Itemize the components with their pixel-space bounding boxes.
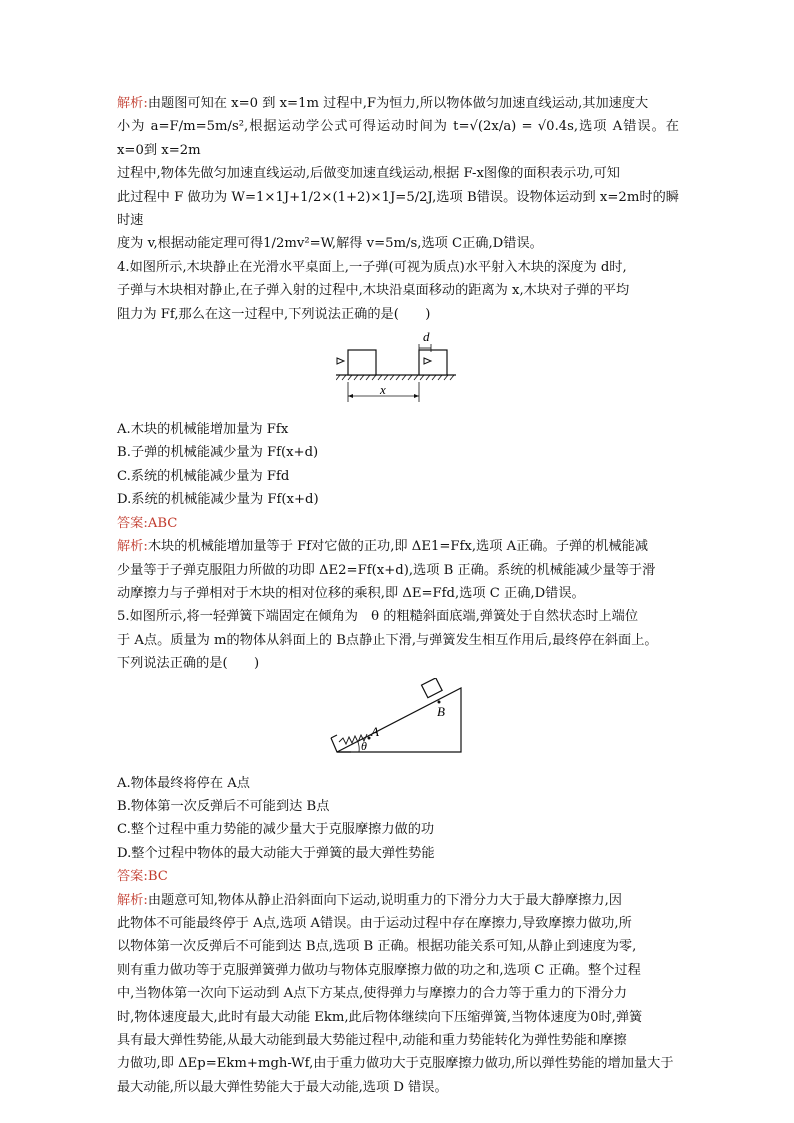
q5-analysis-line-0: 解析:由题意可知,物体从静止沿斜面向下运动,说明重力的下滑分力大于最大静摩擦力,因 — [117, 892, 622, 908]
q5-analysis-line-4: 中,当物体第一次向下运动到 A点下方某点,使得弹力与摩擦力的合力等于重力的下滑分力 — [117, 986, 628, 1002]
incline-spring-diagram — [327, 678, 467, 764]
prev-analysis-line-3: 此过程中 F 做功为 W=1×1J+1/2×(1+2)×1J=5/2J,选项 B错误。设物体运动到 x=2m时的瞬时速 — [117, 189, 679, 229]
document-body — [117, 92, 679, 1099]
analysis-label: 解析: — [117, 539, 148, 555]
analysis-label: 解析: — [117, 892, 148, 908]
prev-analysis-line-1: 小为 a=F/m=5m/s²,根据运动学公式可得运动时间为 t=√(2x/a) = √0.4s,选项 A错误。在 x=0到 x=2m — [117, 119, 679, 158]
q5-stem-line-0: 5.如图所示,将一轻弹簧下端固定在倾角为 θ 的粗糙斜面底端,弹簧处于自然状态时上端位 — [117, 609, 639, 625]
prev-analysis — [117, 92, 679, 256]
q5-stem-line-1: 于 A点。质量为 m的物体从斜面上的 B点静止下滑,与弹簧发生相互作用后,最终停在斜面上。 — [117, 632, 658, 648]
label-d: d — [423, 330, 430, 345]
q5-analysis-line-3: 则有重力做功等于克服弹簧弹力做功与物体克服摩擦力做的功之和,选项 C 正确。整个过程 — [117, 962, 641, 978]
bullet-block-diagram — [336, 330, 462, 414]
q4-figure — [117, 330, 679, 416]
q5-analysis-line-6: 具有最大弹性势能,从最大动能到最大势能过程中,动能和重力势能转化为弹性势能和摩擦 — [117, 1033, 627, 1048]
prev-analysis-line-2: 过程中,物体先做匀加速直线运动,后做变加速直线运动,根据 F-x图像的面积表示功,可知 — [117, 166, 620, 182]
q5-analysis-line-8: 最大动能,所以最大弹性势能大于最大动能,选项 D 错误。 — [117, 1079, 448, 1095]
q5-analysis-line-1: 此物体不可能最终停于 A点,选项 A错误。由于运动过程中存在摩擦力,导致摩擦力做功,所 — [117, 915, 632, 931]
q4-stem-line-2: 阻力为 Ff,那么在这一过程中,下列说法正确的是( ) — [117, 306, 431, 322]
q5-answer: 答案:BC — [117, 869, 168, 885]
q5-option-d: D.整个过程中物体的最大动能大于弹簧的最大弹性势能 — [117, 845, 435, 861]
q5-analysis-line-5: 时,物体速度最大,此时有最大动能 Ekm,此后物体继续向下压缩弹簧,当物体速度为0时,弹簧 — [117, 1009, 643, 1025]
question-4 — [117, 256, 679, 605]
q5-option-a: A.物体最终将停在 A点 — [117, 775, 250, 791]
label-x: x — [380, 382, 386, 398]
q4-option-d: D.系统的机械能减少量为 Ff(x+d) — [117, 492, 319, 508]
prev-analysis-line-0: 解析:由题图可知在 x=0 到 x=1m 过程中,F为恒力,所以物体做匀加速直线运动,其加速度大 — [117, 96, 649, 111]
q5-figure — [117, 678, 679, 766]
analysis-label: 解析: — [117, 96, 148, 111]
q5-option-b: B.物体第一次反弹后不可能到达 B点 — [117, 798, 330, 814]
question-5 — [117, 605, 679, 1099]
label-a: A — [371, 723, 379, 739]
q4-analysis-line-1: 少量等于子弹克服阻力所做的功即 ΔE2=Ff(x+d),选项 B 正确。系统的机械能减少量等于滑 — [117, 562, 656, 578]
q4-stem-line-1: 子弹与木块相对静止,在子弹入射的过程中,木块沿桌面移动的距离为 x,木块对子弹的平均 — [117, 283, 630, 299]
q5-option-c: C.整个过程中重力势能的减少量大于克服摩擦力做的功 — [117, 822, 435, 838]
q4-option-b: B.子弹的机械能减少量为 Ff(x+d) — [117, 445, 319, 461]
q5-analysis-line-7: 力做功,即 ΔEp=Ekm+mgh-Wf,由于重力做功大于克服摩擦力做功,所以弹性势能的增加量大于 — [117, 1056, 674, 1072]
q5-analysis-line-2: 以物体第一次反弹后不可能到达 B点,选项 B 正确。根据功能关系可知,从静止到速度为零, — [117, 939, 637, 955]
label-theta: θ — [361, 738, 367, 753]
q4-stem-line-0: 4.如图所示,木块静止在光滑水平桌面上,一子弹(可视为质点)水平射入木块的深度为 d时, — [117, 259, 627, 275]
q4-analysis-line-0: 解析:木块的机械能增加量等于 Ff对它做的正功,即 ΔE1=Ffx,选项 A正确。子弹的机械能减 — [117, 539, 649, 555]
label-b: B — [437, 703, 445, 719]
q4-option-c: C.系统的机械能减少量为 Ffd — [117, 468, 290, 484]
q5-stem-line-2: 下列说法正确的是( ) — [117, 656, 260, 672]
q4-option-a: A.木块的机械能增加量为 Ffx — [117, 422, 289, 438]
q4-answer: 答案:ABC — [117, 515, 178, 531]
q4-analysis-line-2: 动摩擦力与子弹相对于木块的相对位移的乘积,即 ΔE=Ffd,选项 C 正确,D错误。 — [117, 585, 585, 601]
prev-analysis-line-4: 度为 v,根据动能定理可得1/2mv²=W,解得 v=5m/s,选项 C正确,D错误。 — [117, 236, 543, 252]
